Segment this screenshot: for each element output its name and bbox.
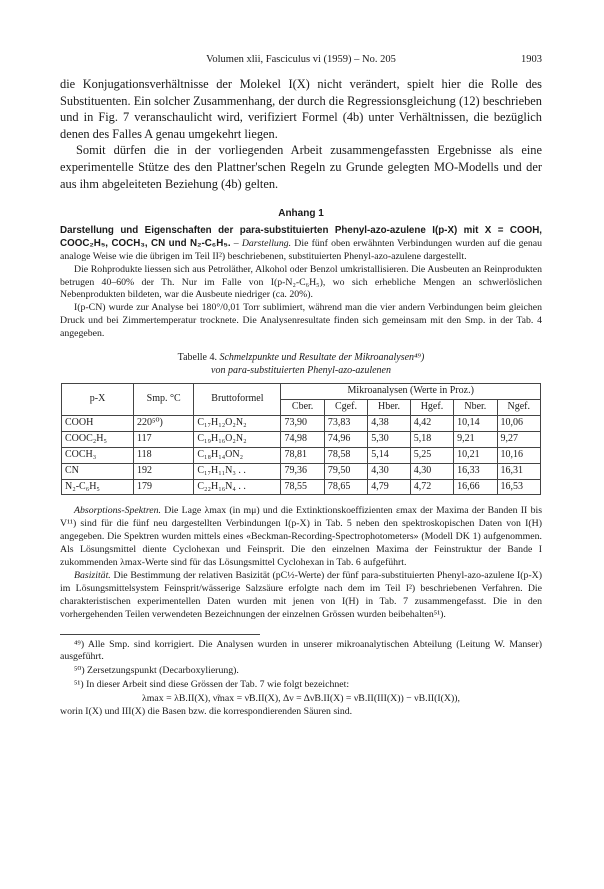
table-row	[62, 415, 541, 431]
cell-smp: 117	[134, 431, 194, 447]
subcol-header: Hber.	[368, 399, 411, 415]
equation: λmax = λB.II(X), ν̃max = ν̃B.II(X), Δν = Δν̃B.II(X) = ν̃B.II(III(X)) − νB.II(I(X)),	[142, 693, 460, 705]
appendix-para-2: Die Rohprodukte liessen sich aus Petroläther, Alkohol oder Benzol umkristallisieren. Die Ausbeuten an Reinprodukten betrugen 40–60% der Th. Nur im Falle von I(p-N₂-C₆H₅), wo sich erhebliche Mengen an schwerlöslichen Nebenprodukten bildeten, war die Ausbeute niedriger (ca. 20%).	[60, 263, 542, 301]
cell-value: 5,18	[410, 431, 453, 447]
basicity-text: Die Bestimmung der relativen Basizität (pC½-Werte) der fünf para-substituierten Phenyl-azo-azulene I(p-X) im Lösungsmittelsystem Feinsprit/wässerige Salzsäure erfolgte nach dem im Teil I²) beschriebenen Verfahren. Die charakteristischen experimentellen Daten wurden mit jenen von I(H) in Tab. 7 zusammengefasst. Die in den vorhergehenden Teilen verwendeten Bezeichnungen der einzelnen Grössen wurden beibehalten⁵¹).	[60, 569, 542, 620]
intro-paragraph-2: Somit dürfen die in der vorliegenden Arbeit zusammengefassten Ergebnisse als eine experimentelle Stütze des den Plattner'schen Regeln zu Grunde gelegten MO-Modells und der aus ihm abgeleiteten Beziehung (4b) gelten.	[60, 143, 542, 191]
running-title: Volumen xlii, Fasciculus vi (1959) – No. 205	[206, 54, 396, 65]
cell-value: 9,27	[497, 431, 540, 447]
cell-value: 78,58	[324, 447, 367, 463]
cell-value: 10,16	[497, 447, 540, 463]
subcol-header: Cber.	[281, 399, 324, 415]
analysis-table	[61, 383, 541, 495]
cell-value: 74,98	[281, 431, 324, 447]
cell-px: N₂-C₆H₅	[62, 479, 134, 495]
table-row	[62, 431, 541, 447]
table-caption-label: Tabelle 4.	[177, 352, 217, 364]
table-row	[62, 447, 541, 463]
cell-value: 16,31	[497, 463, 540, 479]
cell-value: 74,96	[324, 431, 367, 447]
cell-value: 16,53	[497, 479, 540, 495]
cell-smp: 220⁵⁰)	[134, 415, 194, 431]
cell-value: 4,42	[410, 415, 453, 431]
cell-px: COOH	[62, 415, 134, 431]
cell-value: 5,25	[410, 447, 453, 463]
cell-value: 4,72	[410, 479, 453, 495]
cell-value: 5,14	[368, 447, 411, 463]
cell-formula: C₁₉H₁₆O₂N₂	[194, 431, 281, 447]
cell-value: 5,30	[368, 431, 411, 447]
basicity-label: Basizität.	[74, 569, 111, 581]
cell-value: 10,06	[497, 415, 540, 431]
col-header-group: Mikroanalysen (Werte in Proz.)	[281, 384, 541, 400]
cell-value: 79,50	[324, 463, 367, 479]
equation-tail: worin I(X) und III(X) die Basen bzw. die korrespondierenden Säuren sind.	[60, 706, 353, 718]
table-caption	[60, 351, 542, 377]
cell-smp: 118	[134, 447, 194, 463]
cell-value: 73,90	[281, 415, 324, 431]
cell-value: 4,30	[410, 463, 453, 479]
col-header-smp: Smp. °C	[134, 384, 194, 416]
page-number: 1903	[521, 54, 542, 65]
cell-smp: 179	[134, 479, 194, 495]
appendix-section	[60, 208, 542, 720]
cell-value: 10,14	[454, 415, 497, 431]
cell-value: 10,21	[454, 447, 497, 463]
cell-value: 78,55	[281, 479, 324, 495]
footnotes	[60, 639, 542, 719]
footnote: ⁴⁹) Alle Smp. sind korrigiert. Die Analysen wurden in unserer mikroanalytischen Abteilung (Leitung W. Manser) ausgeführt.	[60, 638, 542, 663]
intro-paragraph-1: die Konjugationsverhältnisse der Molekel I(X) nicht verändert, spielt hier die Rolle des Substituenten. Ein solcher Zusammenhang, der durch die Regressionsgleichung (12) beschrieben und in Fig. 7 veranschaulicht wird, verifiziert Formel (4b) unter Verhältnissen, die bezüglich denen des Falles A genau umgekehrt liegen.	[60, 77, 542, 141]
appendix-para-1: Die fünf oben erwähnten Verbindungen wurden auf die genau analoge Weise wie die übrigen im Teil II²) beschriebenen, substituierten Phenyl-azo-azulene dargestellt.	[60, 237, 543, 262]
col-header-px: p-X	[62, 384, 134, 416]
cell-value: 79,36	[281, 463, 324, 479]
subcol-header: Nber.	[454, 399, 497, 415]
appendix-heading: Anhang 1	[278, 208, 324, 219]
cell-px: COOC₂H₅	[62, 431, 134, 447]
table-caption-title: Schmelzpunkte und Resultate der Mikroanalysen⁴⁹)	[219, 352, 425, 364]
cell-px: COCH₃	[62, 447, 134, 463]
cell-value: 78,65	[324, 479, 367, 495]
appendix-para-3: I(p-CN) wurde zur Analyse bei 180°/0,01 Torr sublimiert, während man die vier andern Verbindungen beim gleichen Druck und bei Zimmertemperatur trocknete. Die Analysenresultate finden sich gemeinsam mit den Smp. in der Tab. 4 angegeben.	[60, 302, 542, 340]
appendix-title-label: Darstellung.	[241, 237, 292, 249]
basicity-paragraph	[60, 570, 542, 622]
cell-formula: C₂₂H₁₆N₄ . .	[194, 479, 281, 495]
subcol-header: Cgef.	[324, 399, 367, 415]
cell-value: 9,21	[454, 431, 497, 447]
after-table-section	[60, 505, 542, 621]
table-row	[62, 479, 541, 495]
spectra-text: Die Lage λmax (in mμ) und die Extinktionskoeffizienten εmax der Maxima der Banden II bis V¹¹) sind für die fünf neu dargestellten Verbindungen I(p-X) in Tab. 5 neben den spektroskopischen Daten von I(H) angegeben. Die Spektren wurden mittels eines «Beckman-Recording-Spectrophotometers» (Modell DK 1) aufgenommen. Als Lösungsmittel diente Cyclohexan und Feinsprit. Die den einzelnen Maxima der Feinstruktur der Bande I zukommenden λmax-Werte sind für das Lösungsmittel Cyclohexan in Tab. 6 aufgeführt.	[60, 505, 543, 569]
intro-text	[60, 76, 542, 192]
table-caption-sub: von para-substituierten Phenyl-azo-azulenen	[211, 365, 391, 377]
cell-formula: C₁₇H₁₂O₂N₂	[194, 415, 281, 431]
appendix-title: Darstellung und Eigenschaften der para-substituierten Phenyl-azo-azulene I(p-X) mit X = COOH, COOC₂H₅, COCH₃, CN und N₂-C₆H₅.	[60, 224, 542, 249]
cell-value: 73,83	[324, 415, 367, 431]
cell-value: 4,30	[368, 463, 411, 479]
spectra-paragraph	[60, 505, 542, 570]
cell-smp: 192	[134, 463, 194, 479]
appendix-intro: Darstellung und Eigenschaften der para-substituierten Phenyl-azo-azulene I(p-X) mit X = COOH, COOC₂H₅, COCH₃, CN und N₂-C₆H₅. – Darstellung. Die fünf oben erwähnten Verbindungen wurden auf die genau analoge Weise wie die übrigen im Teil II²) beschriebenen, substituierten Phenyl-azo-azulene dargestellt.	[60, 224, 543, 262]
spectra-label: Absorptions-Spektren.	[74, 505, 161, 517]
cell-value: 16,66	[454, 479, 497, 495]
subcol-header: Ngef.	[497, 399, 540, 415]
col-header-formula: Bruttoformel	[194, 384, 281, 416]
cell-formula: C₁₈H₁₄ON₂	[194, 447, 281, 463]
cell-formula: C₁₇H₁₁N₃ . .	[194, 463, 281, 479]
cell-value: 16,33	[454, 463, 497, 479]
footnote: ⁵⁰) Zersetzungspunkt (Decarboxylierung).	[74, 665, 239, 677]
running-header	[60, 54, 542, 65]
cell-value: 4,38	[368, 415, 411, 431]
footnote: ⁵¹) In dieser Arbeit sind diese Grössen der Tab. 7 wie folgt bezeichnet:	[74, 679, 350, 691]
cell-px: CN	[62, 463, 134, 479]
table-row	[62, 463, 541, 479]
cell-value: 78,81	[281, 447, 324, 463]
footnote-rule	[60, 634, 260, 635]
cell-value: 4,79	[368, 479, 411, 495]
subcol-header: Hgef.	[410, 399, 453, 415]
